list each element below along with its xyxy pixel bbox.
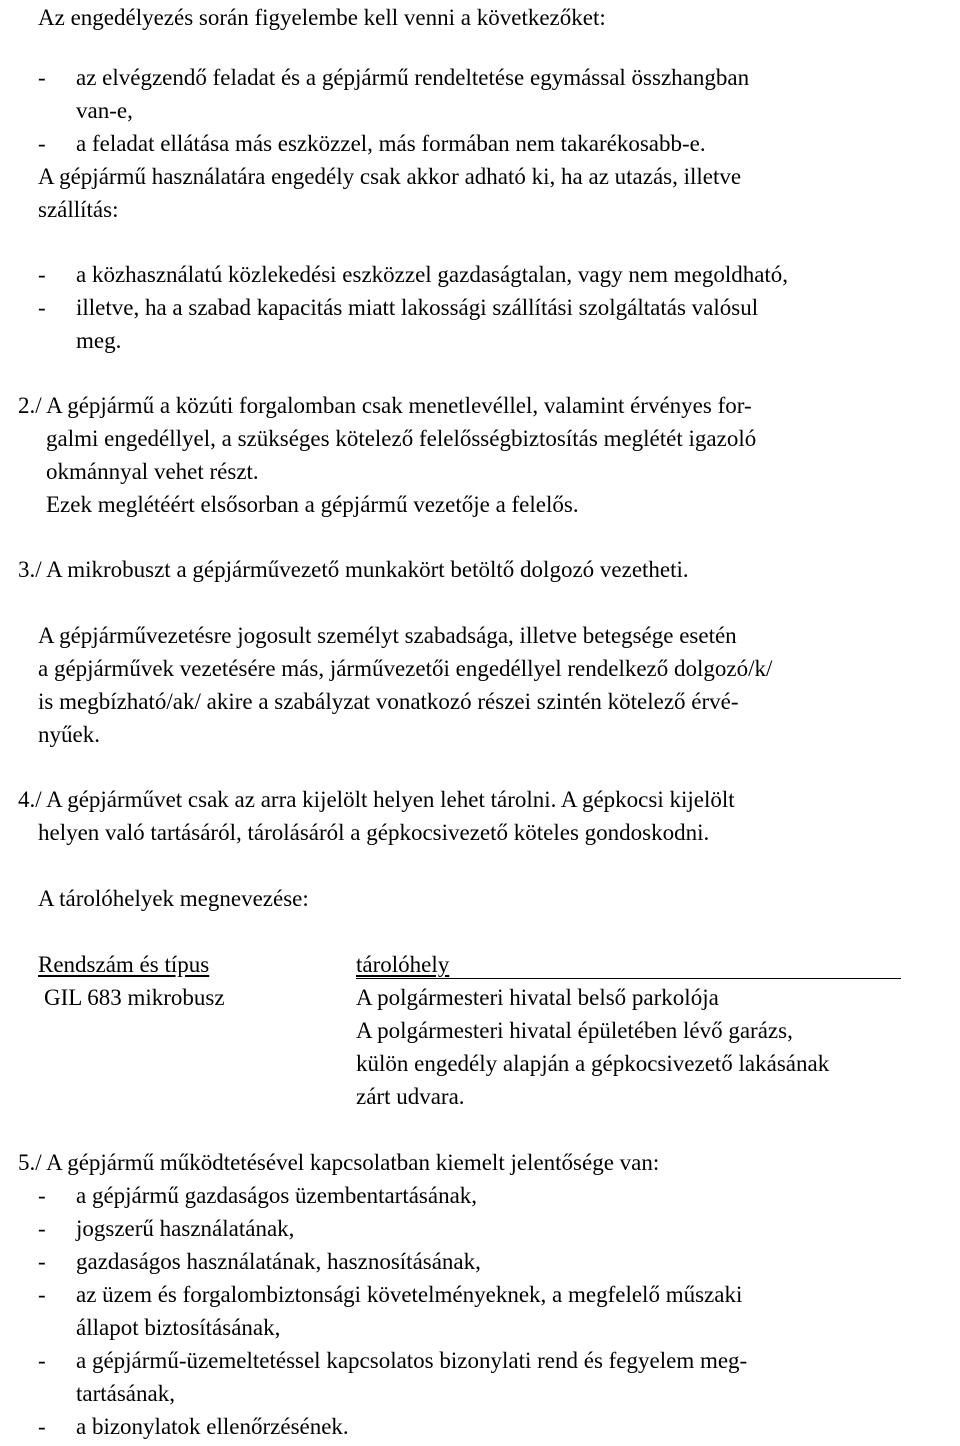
bullet-dash: - (38, 1414, 46, 1439)
section3-line: 3./ A mikrobuszt a gépjárművezető munkakört betöltő dolgozó vezetheti. (18, 557, 689, 582)
intro-bullet-2: a feladat ellátása más eszközzel, más formában nem takarékosabb-e. (76, 131, 706, 156)
table-cell-location-2: A polgármesteri hivatal épületében lévő garázs, (356, 1018, 793, 1043)
bullet-dash: - (38, 1216, 46, 1241)
section3-para-line-1: A gépjárművezetésre jogosult személyt szabadsága, illetve betegsége esetén (38, 623, 737, 648)
bullet-dash: - (38, 1249, 46, 1274)
table-header-underline (356, 978, 901, 979)
bullet-dash: - (38, 295, 46, 320)
table-cell-location-4: zárt udvara. (356, 1084, 465, 1109)
table-header-location: tárolóhely (356, 952, 450, 977)
section5-bullet-4-line-2: állapot biztosításának, (76, 1315, 281, 1340)
table-cell-vehicle: GIL 683 mikrobusz (44, 985, 225, 1010)
section5-bullet-4-line-1: az üzem és forgalombiztonsági követelményeknek, a megfelelő műszaki (76, 1282, 743, 1307)
bullet-dash: - (38, 131, 46, 156)
section2-line-4: Ezek meglétéért elsősorban a gépjármű vezetője a felelős. (46, 492, 579, 517)
section4-line-1: 4./ A gépjárművet csak az arra kijelölt helyen lehet tárolni. A gépkocsi kijelölt (18, 787, 735, 812)
section5-bullet-5-line-1: a gépjármű-üzemeltetéssel kapcsolatos bizonylati rend és fegyelem meg- (76, 1348, 748, 1373)
bullet-dash: - (38, 1348, 46, 1373)
intro-para-line-1: A gépjármű használatára engedély csak akkor adható ki, ha az utazás, illetve (38, 164, 742, 189)
section5-bullet-3: gazdaságos használatának, hasznosításának, (76, 1249, 481, 1274)
section5-line: 5./ A gépjármű működtetésével kapcsolatban kiemelt jelentősége van: (18, 1150, 660, 1175)
table-header-plate-type: Rendszám és típus (38, 952, 210, 977)
section3-para-line-3: is megbízható/ak/ akire a szabályzat vonatkozó részei szintén kötelező érvé- (38, 689, 739, 714)
section5-bullet-2: jogszerű használatának, (76, 1216, 295, 1241)
intro-bullet2-1: a közhasználatú közlekedési eszközzel gazdaságtalan, vagy nem megoldható, (76, 262, 789, 287)
section2-line-1: 2./ A gépjármű a közúti forgalomban csak menetlevéllel, valamint érvényes for- (18, 393, 752, 418)
intro-heading: Az engedélyezés során figyelembe kell venni a következőket: (38, 5, 606, 30)
section3-para-line-4: nyűek. (38, 722, 100, 747)
section5-bullet-5-line-2: tartásának, (76, 1381, 175, 1406)
section2-line-3: okmánnyal vehet részt. (46, 459, 259, 484)
intro-para-line-2: szállítás: (38, 197, 119, 222)
storage-heading: A tárolóhelyek megnevezése: (38, 886, 309, 911)
bullet-dash: - (38, 1183, 46, 1208)
table-cell-location-1: A polgármesteri hivatal belső parkolója (356, 985, 719, 1010)
intro-bullet2-2-line-2: meg. (76, 328, 122, 353)
bullet-dash: - (38, 1282, 46, 1307)
section5-bullet-6: a bizonylatok ellenőrzésének. (76, 1414, 349, 1439)
bullet-dash: - (38, 65, 46, 90)
section5-bullet-1: a gépjármű gazdaságos üzembentartásának, (76, 1183, 478, 1208)
bullet-dash: - (38, 262, 46, 287)
section3-para-line-2: a gépjárművek vezetésére más, járművezetői engedéllyel rendelkező dolgozó/k/ (38, 656, 773, 681)
intro-bullet2-2-line-1: illetve, ha a szabad kapacitás miatt lakossági szállítási szolgáltatás valósul (76, 295, 759, 320)
table-cell-location-3: külön engedély alapján a gépkocsivezető lakásának (356, 1051, 830, 1076)
intro-bullet-1-line-1: az elvégzendő feladat és a gépjármű rendeltetése egymással összhangban (76, 65, 750, 90)
section2-line-2: galmi engedéllyel, a szükséges kötelező felelősségbiztosítás meglétét igazoló (46, 426, 757, 451)
intro-bullet-1-line-2: van-e, (76, 98, 133, 123)
section4-line-2: helyen való tartásáról, tárolásáról a gépkocsivezető köteles gondoskodni. (38, 820, 710, 845)
